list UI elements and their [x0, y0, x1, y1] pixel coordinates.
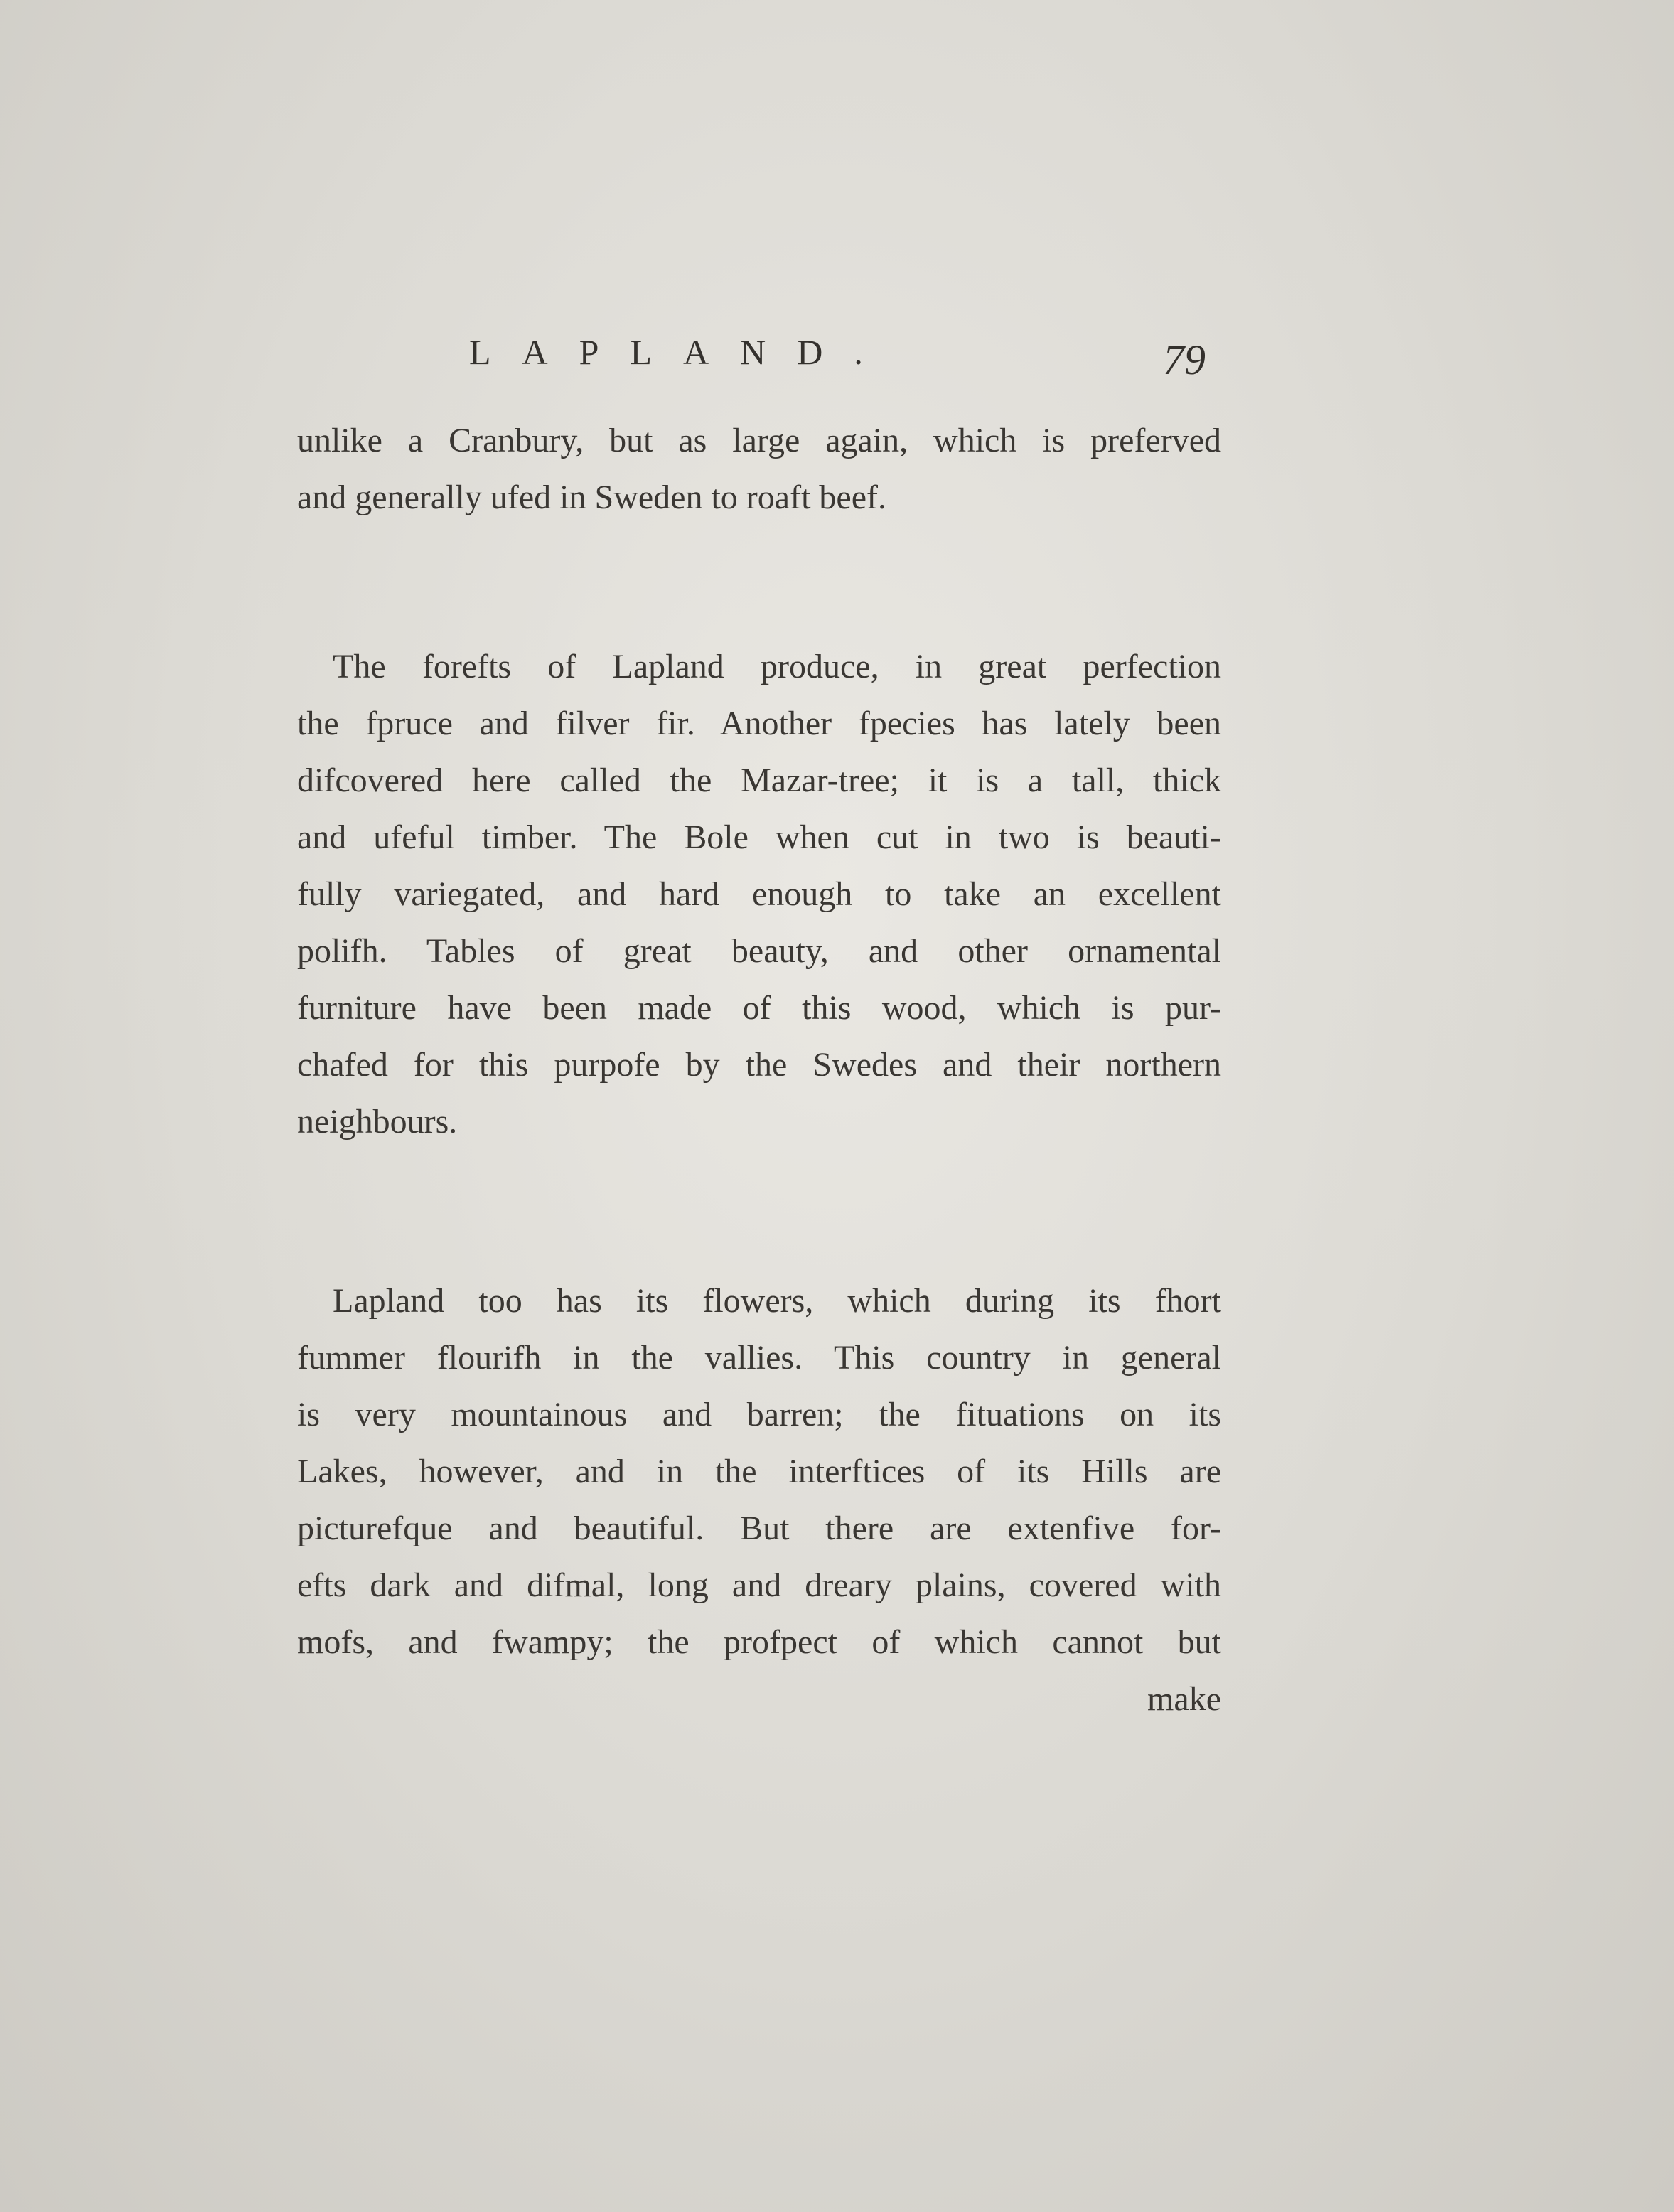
- text-line: efts dark and difmal, long and dreary plains, covered with: [297, 1566, 1221, 1604]
- text-line: picturefque and beautiful. But there are extenfive for-: [297, 1510, 1221, 1547]
- text-line: unlike a Cranbury, but as large again, which is preferved: [297, 422, 1221, 459]
- text-line: Lakes, however, and in the interftices of its Hills are: [297, 1453, 1221, 1490]
- text-line: difcovered here called the Mazar-tree; it is a tall, thick: [297, 762, 1221, 799]
- catchword: make: [1147, 1680, 1221, 1718]
- text-line: fummer flourifh in the vallies. This country in general: [297, 1339, 1221, 1377]
- text-line: is very mountainous and barren; the fituations on its: [297, 1396, 1221, 1433]
- page-number: 79: [1163, 336, 1206, 383]
- text-line: neighbours.: [297, 1103, 458, 1140]
- text-line: mofs, and fwampy; the profpect of which cannot but: [297, 1623, 1221, 1661]
- running-head-title: LAPLAND.: [469, 332, 894, 372]
- text-line: and ufeful timber. The Bole when cut in two is beauti-: [297, 818, 1221, 856]
- text-line: the fpruce and filver fir. Another fpecies has lately been: [297, 705, 1221, 742]
- paragraph-3: [297, 1273, 1221, 1728]
- text-line: chafed for this purpofe by the Swedes and their northern: [297, 1046, 1221, 1084]
- text-line: fully variegated, and hard enough to take an excellent: [297, 875, 1221, 913]
- text-line: furniture have been made of this wood, which is pur-: [297, 989, 1221, 1027]
- paragraph-2: [297, 639, 1221, 1150]
- text-line: polifh. Tables of great beauty, and other ornamental: [297, 932, 1221, 970]
- text-line: and generally ufed in Sweden to roaft beef.: [297, 479, 887, 516]
- text-line: The forefts of Lapland produce, in great perfection: [333, 648, 1221, 685]
- paragraph-1: [297, 412, 1221, 526]
- text-line: Lapland too has its flowers, which during its fhort: [333, 1282, 1221, 1320]
